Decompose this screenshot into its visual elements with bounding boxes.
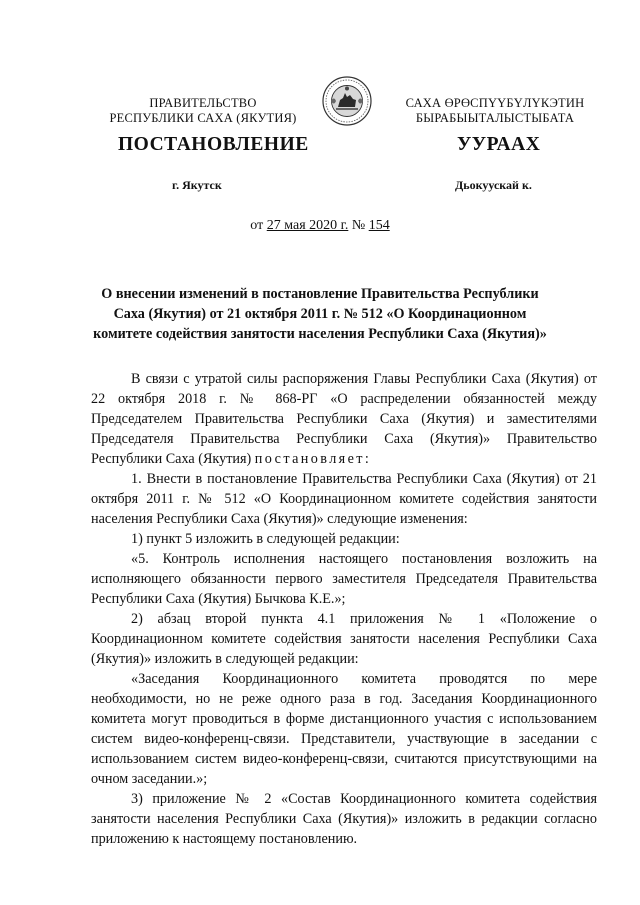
document-body bbox=[91, 369, 597, 849]
body-paragraph-2: 1) пункт 5 изложить в следующей редакции: bbox=[131, 531, 400, 547]
document-date: 27 мая 2020 г. bbox=[266, 218, 349, 233]
header-ru-line-2: РЕСПУБЛИКИ САХА (ЯКУТИЯ) bbox=[109, 111, 297, 125]
city-ru: г. Якутск bbox=[172, 178, 222, 192]
header-sakha-line-2: БЫРАБЫЫТАЛЫСТЫБАТА bbox=[415, 111, 575, 125]
doc-type-ru: ПОСТАНОВЛЕНИЕ bbox=[118, 134, 309, 155]
body-paragraph-4: 2) абзац второй пункта 4.1 приложения № 1 «Положение о Координационном комитете содействия занятости населения Республики Саха (Якутия)» изложить в следующей редакции: bbox=[91, 611, 597, 667]
header-ru-authority bbox=[88, 96, 318, 126]
body-paragraph-3: «5. Контроль исполнения настоящего постановления возложить на исполняющего обязанности первого заместителя Председателя Правительства Республики Саха (Якутия) Бычкова К.Е.»; bbox=[91, 551, 597, 607]
header-ru-line-1: ПРАВИТЕЛЬСТВО bbox=[149, 96, 257, 110]
body-paragraph-5: «Заседания Координационного комитета проводятся по мере необходимости, но не реже одного раза в год. Заседания Координационного комитета могут проводиться в форме дистанционного участия с использованием систем видео-конференц-связи. Представители, участвующие в заседании с использованием систем видео-конференц-связи, считаются присутствующими на очном заседании.»; bbox=[91, 671, 597, 787]
dateline-number-prefix: № bbox=[348, 218, 369, 233]
doc-type-sakha: УУРААХ bbox=[457, 134, 541, 155]
preamble-decree-word: постановляет: bbox=[254, 451, 372, 467]
sakha-emblem-icon bbox=[322, 76, 372, 126]
document-dateline bbox=[0, 218, 640, 234]
preamble-text: В связи с утратой силы распоряжения Главы Республики Саха (Якутия) от 22 октября 2018 г. № 868-РГ «О распределении обязанностей между Председателем Правительства Республики Саха (Якутия) и заместителями Председателя Правительства Республики Саха (Якутия)» Правительство Республики Саха (Якутия) bbox=[91, 371, 597, 467]
body-paragraph-6: 3) приложение № 2 «Состав Координационного комитета содействия занятости населения Республики Саха (Якутия)» изложить в редакции согласно приложению к настоящему постановлению. bbox=[91, 791, 597, 847]
document-number: 154 bbox=[368, 218, 390, 233]
city-sakha: Дьокуускай к. bbox=[455, 178, 532, 192]
body-paragraph-1: 1. Внести в постановление Правительства Республики Саха (Якутия) от 21 октября 2011 г. № 512 «О Координационном комитете содействия занятости населения Республики Саха (Якутия)» следующие изменения: bbox=[91, 471, 597, 527]
body-paragraph-preamble bbox=[91, 369, 597, 469]
header-sakha-line-1: САХА ӨРӨСПҮҮБҮЛҮКЭТИН bbox=[405, 96, 585, 110]
document-title: О внесении изменений в постановление Правительства Республики Саха (Якутия) от 21 октября 2011 г. № 512 «О Координационном комитете содействия занятости населения Республики Саха (Якутия)» bbox=[93, 286, 547, 342]
header-sakha-authority bbox=[380, 96, 610, 126]
dateline-prefix: от bbox=[250, 218, 267, 233]
